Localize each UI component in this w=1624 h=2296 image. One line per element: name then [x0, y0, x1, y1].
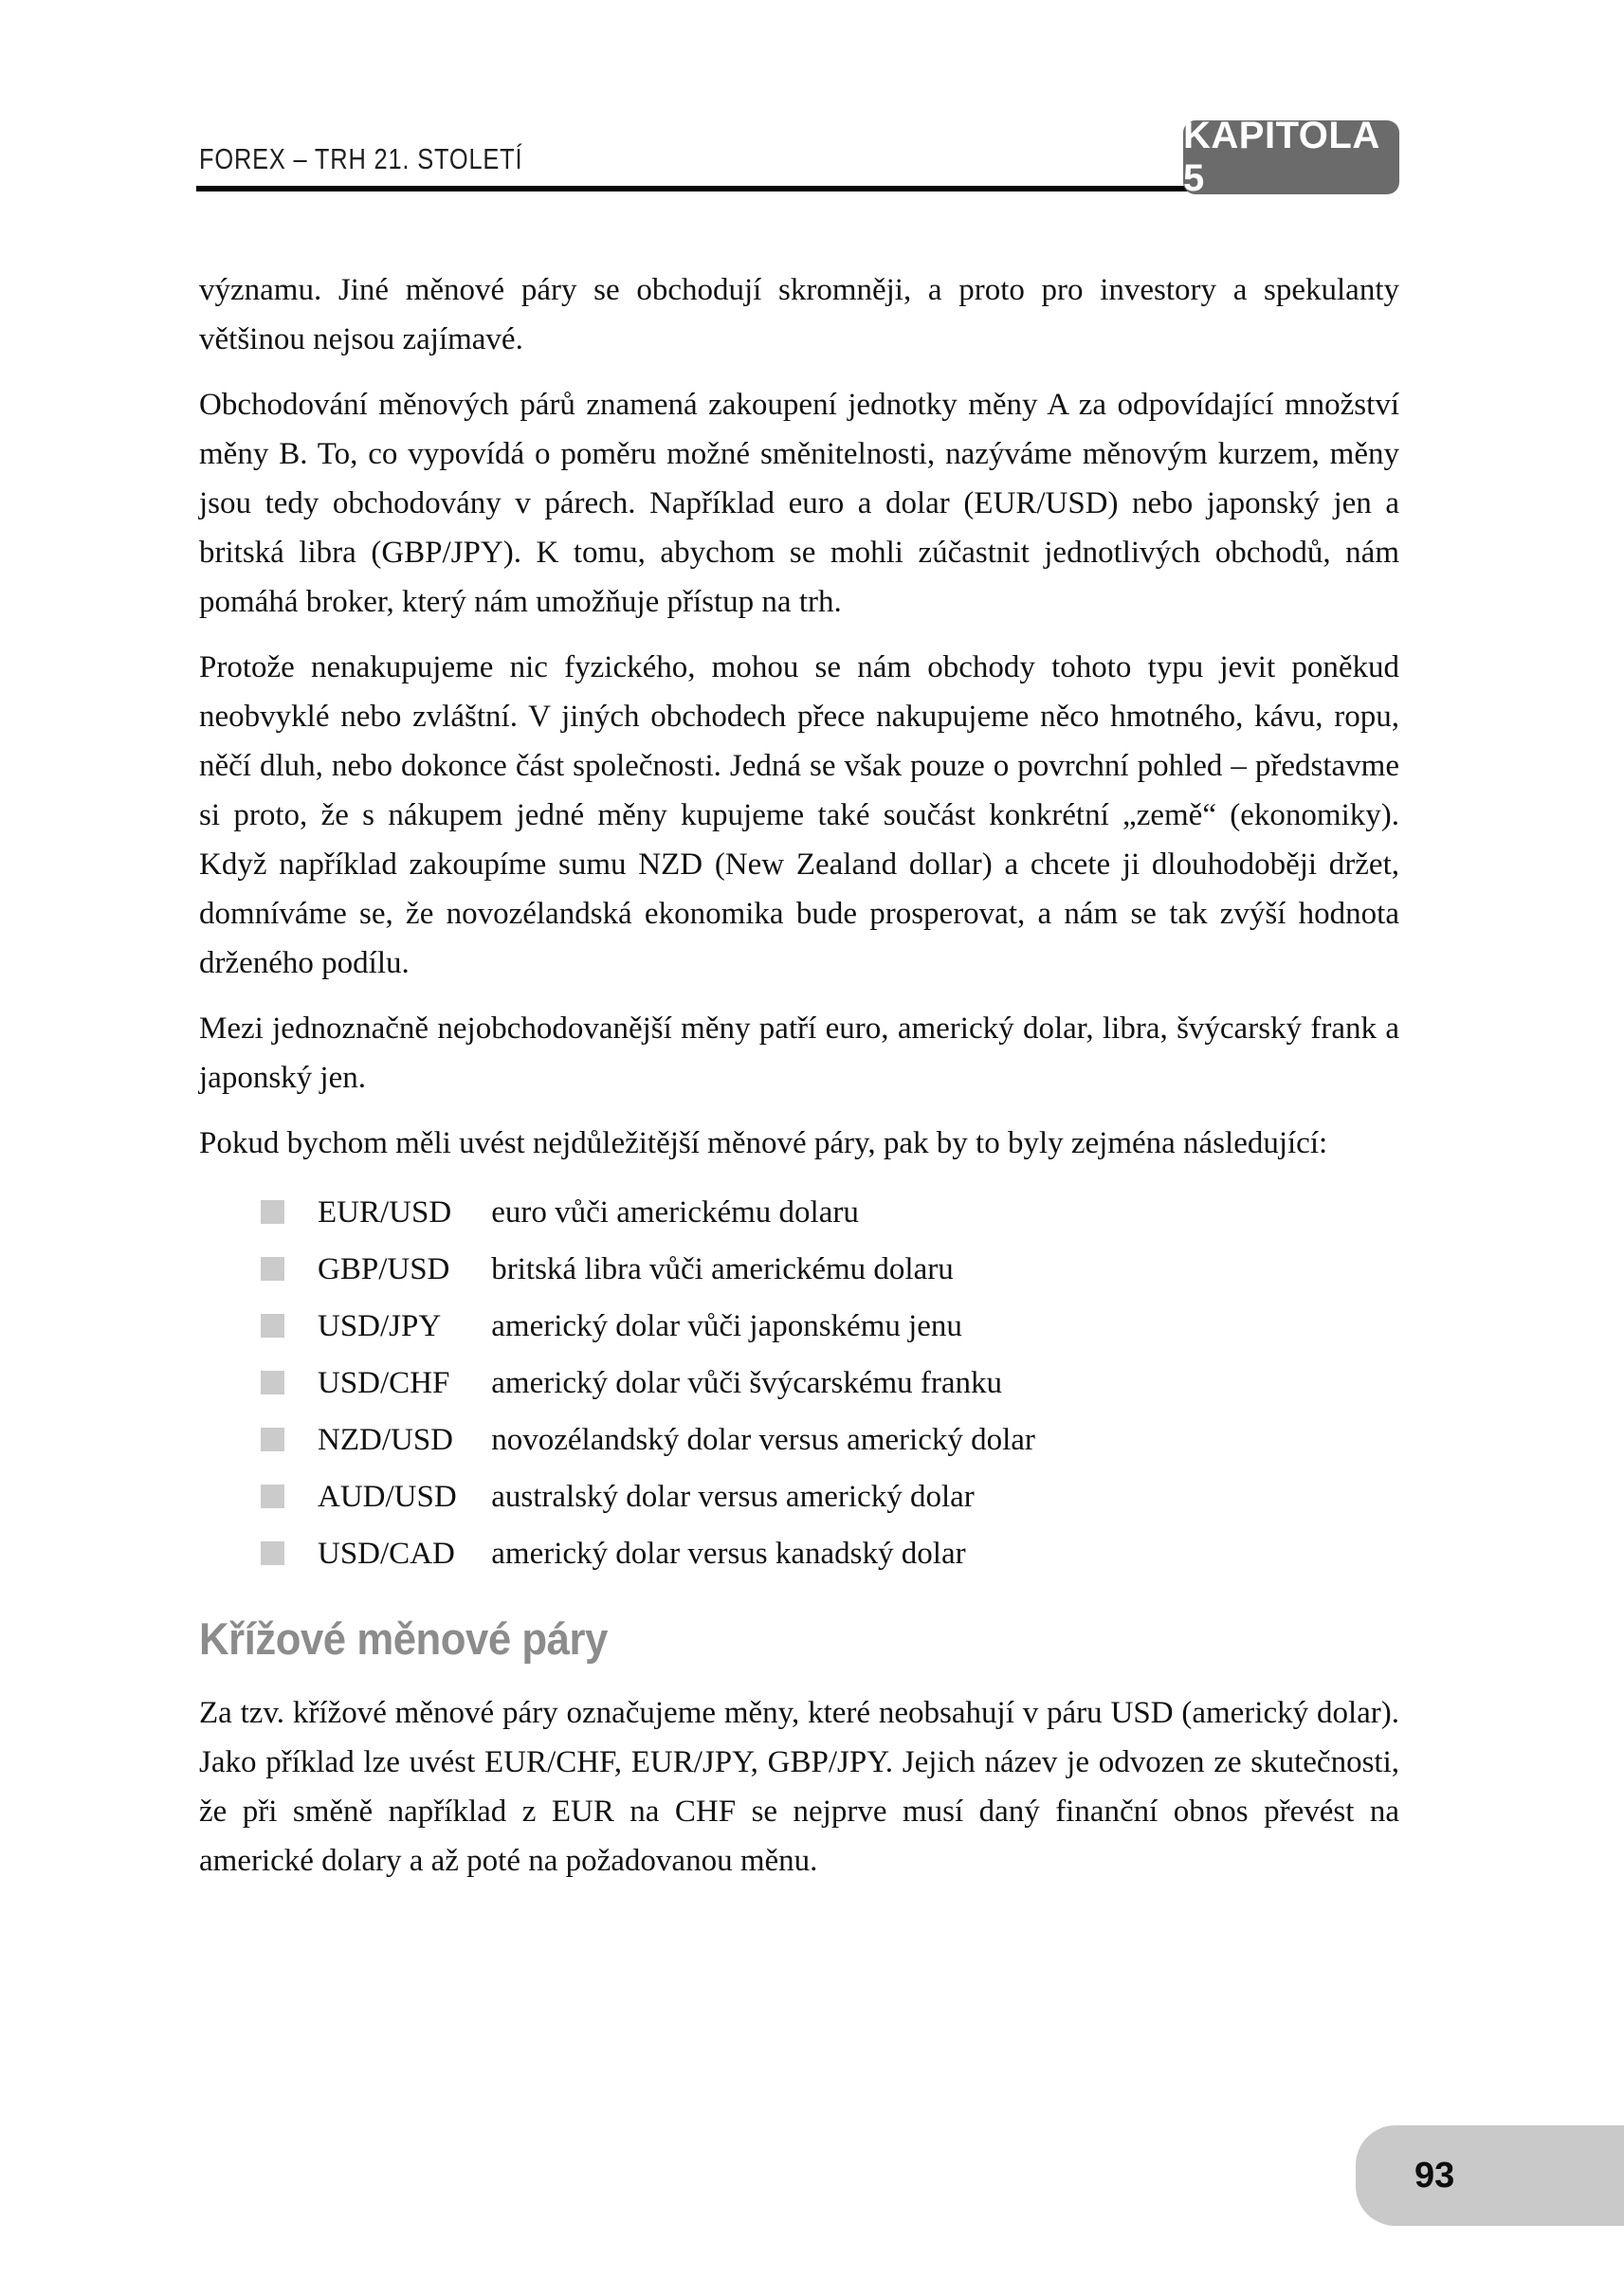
paragraph: Za tzv. křížové měnové páry označujeme měny, které neobsahují v páru USD (americký dolar). Jako příklad lze uvést EUR/CHF, EUR/JPY, GBP/JPY. Jejich název je odvozen ze skutečnosti, že při směně například z EUR na CHF se nejprve musí daný finanční obnos převést na americké dolary a až poté na požadovanou měnu. — [199, 1696, 1399, 1878]
square-bullet-icon — [261, 1485, 284, 1508]
currency-pair-item — [199, 1412, 1399, 1468]
paragraph: Mezi jednoznačně nejobchodovanější měny patří euro, americký dolar, libra, švýcarský frank a japonský jen. — [199, 1011, 1399, 1095]
paragraph: Obchodování měnových párů znamená zakoupení jednotky měny A za odpovídající množství měny B. To, co vypovídá o poměru možné směnitelnosti, nazýváme měnovým kurzem, měny jsou tedy obchodovány v párech. Například euro a dolar (EUR/USD) nebo japonský jen a britská libra (GBP/JPY). K tomu, abychom se mohli zúčastnit jednotlivých obchodů, nám pomáhá broker, který nám umožňuje přístup na trh. — [199, 388, 1399, 619]
header-rule — [196, 186, 1195, 191]
pair-description: euro vůči americkému dolaru — [491, 1195, 859, 1230]
pair-code: USD/CAD — [318, 1537, 455, 1571]
paragraph: významu. Jiné měnové páry se obchodují skromněji, a proto pro investory a spekulanty většinou nejsou zajímavé. — [199, 273, 1399, 356]
pair-code: GBP/USD — [318, 1252, 450, 1286]
square-bullet-icon — [261, 1428, 284, 1451]
currency-pair-item — [199, 1298, 1399, 1355]
pair-code: USD/CHF — [318, 1366, 450, 1400]
currency-pair-item — [199, 1184, 1399, 1241]
currency-pair-item — [199, 1355, 1399, 1412]
currency-pair-item — [199, 1241, 1399, 1298]
pair-description: novozélandský dolar versus americký dolar — [491, 1423, 1035, 1457]
square-bullet-icon — [261, 1257, 284, 1281]
currency-pair-item — [199, 1525, 1399, 1582]
paragraph: Pokud bychom měli uvést nejdůležitější měnové páry, pak by to byly zejména následující: — [199, 1126, 1328, 1160]
pair-code: USD/JPY — [318, 1309, 442, 1343]
square-bullet-icon — [261, 1541, 284, 1565]
paragraph: Protože nenakupujeme nic fyzického, mohou se nám obchody tohoto typu jevit poněkud neobvyklé nebo zvláštní. V jiných obchodech přece nakupujeme něco hmotného, kávu, ropu, něčí dluh, nebo dokonce část společnosti. Jedná se však pouze o povrchní pohled – představme si proto, že s nákupem jedné měny kupujeme také součást konkrétní „země“ (ekonomiky). Když například zakoupíme sumu NZD (New Zealand dollar) a chcete ji dlouhodoběji držet, domníváme se, že novozélandská ekonomika bude prosperovat, a nám se tak zvýší hodnota drženého podílu. — [199, 650, 1399, 980]
running-header-title: FOREX – TRH 21. STOLETÍ — [199, 142, 523, 175]
pair-code: AUD/USD — [318, 1480, 457, 1514]
currency-pair-list — [199, 1184, 1399, 1582]
pair-description: americký dolar vůči švýcarskému franku — [491, 1366, 1003, 1400]
chapter-badge: KAPITOLA 5 — [1183, 120, 1399, 194]
pair-code: EUR/USD — [318, 1195, 452, 1230]
pair-description: britská libra vůči americkému dolaru — [491, 1252, 954, 1286]
currency-pair-item — [199, 1468, 1399, 1525]
pair-description: americký dolar vůči japonskému jenu — [491, 1309, 962, 1343]
page-number-badge — [1356, 2125, 1624, 2226]
square-bullet-icon — [261, 1371, 284, 1394]
square-bullet-icon — [261, 1314, 284, 1338]
section-heading: Křížové měnové páry — [199, 1613, 608, 1664]
pair-description: australský dolar versus americký dolar — [491, 1480, 975, 1514]
square-bullet-icon — [261, 1200, 284, 1224]
pair-code: NZD/USD — [318, 1423, 454, 1457]
page-content — [199, 265, 1399, 1902]
pair-description: americký dolar versus kanadský dolar — [491, 1537, 966, 1571]
page-number: 93 — [1414, 2155, 1455, 2196]
